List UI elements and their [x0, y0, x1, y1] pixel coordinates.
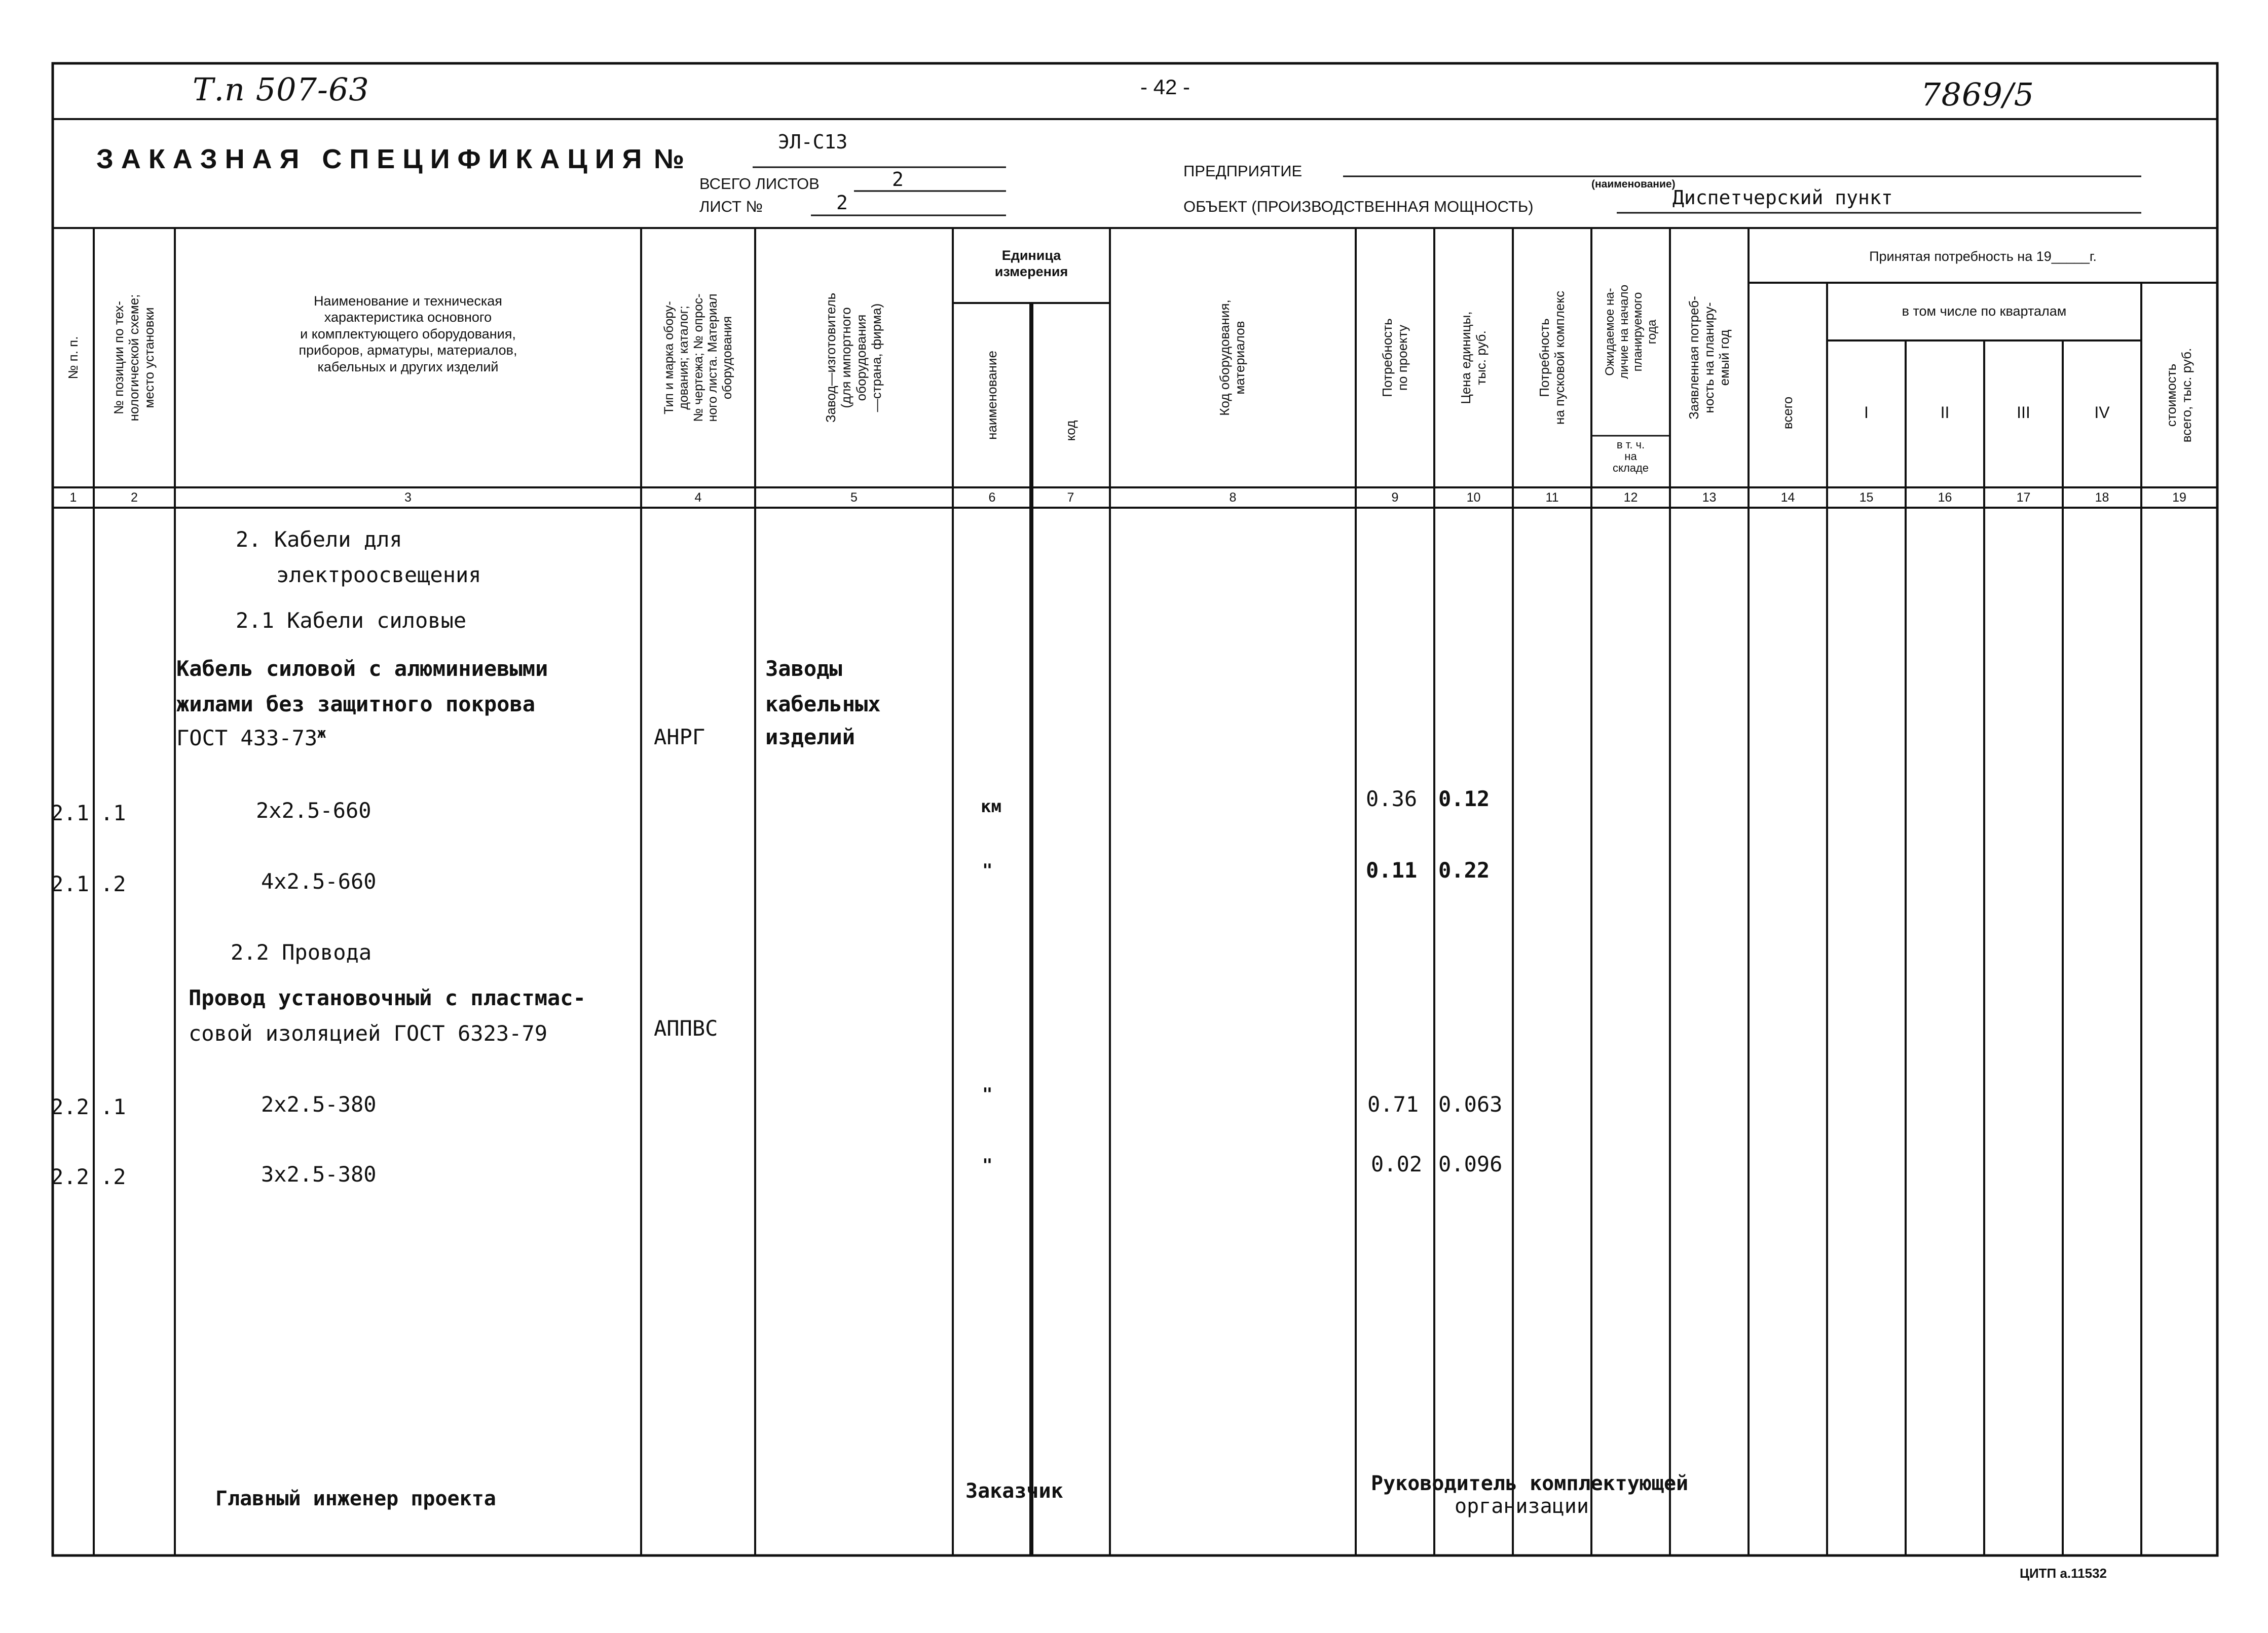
item-type: АППВС: [654, 1016, 718, 1041]
col2-header: № позиции по тех- нологической схеме; место установки: [111, 294, 157, 422]
organization-head-signature: организации: [1455, 1495, 1589, 1518]
total-sheets-label: ВСЕГО ЛИСТОВ: [699, 175, 820, 193]
section-heading: электроосвещения: [276, 562, 481, 587]
col-number: 2: [131, 490, 138, 505]
col-number: 4: [694, 490, 702, 505]
manufacturer: изделий: [765, 725, 856, 749]
chief-engineer-signature: Главный инженер проекта: [215, 1487, 496, 1510]
col14-header: всего: [1780, 396, 1796, 430]
row-unit: км: [981, 796, 1001, 817]
col-number: 17: [2016, 490, 2031, 505]
row-position: .2: [100, 871, 126, 896]
row-index: 2.2: [51, 1094, 89, 1119]
col12-header: Ожидаемое на- личие на начало планируемого года: [1603, 284, 1659, 379]
item-description: Провод установочный с пластмас-: [189, 985, 586, 1010]
row-position: .2: [100, 1164, 126, 1189]
customer-signature: Заказчик: [965, 1479, 1063, 1503]
subsection-heading: 2.2 Провода: [231, 940, 372, 965]
naimenovanie-caption: (наименование): [1591, 178, 1676, 190]
col10-header: Цена единицы, тыс. руб.: [1458, 311, 1489, 404]
col-number: 18: [2095, 490, 2109, 505]
row-price: 0.096: [1438, 1152, 1503, 1176]
number-sign: №: [654, 144, 685, 174]
row-unit: ": [982, 1084, 993, 1105]
manufacturer: кабельных: [765, 692, 881, 716]
item-description: ГОСТ $433-73^ж$: [176, 725, 326, 750]
col19-header: стоимость всего, тыс. руб.: [2164, 348, 2194, 443]
item-description: жилами без защитного покрова: [176, 692, 536, 716]
handwritten-archive-number: 7869/5: [1921, 76, 2035, 113]
row-position: .1: [100, 1094, 126, 1119]
row-name: 2x2.5-380: [261, 1092, 377, 1117]
accepted-need-header: Принятая потребность на 19_____г.: [1869, 249, 2097, 264]
col11-header: Потребность на пусковой комплекс: [1537, 290, 1567, 425]
sheet-number-label: ЛИСТ №: [699, 198, 763, 215]
col-number: 9: [1391, 490, 1399, 505]
col-number: 8: [1229, 490, 1237, 505]
col-number: 3: [404, 490, 412, 505]
enterprise-label: ПРЕДПРИЯТИЕ: [1183, 162, 1303, 180]
row-position: .1: [100, 801, 126, 825]
form-title: ЗАКАЗНАЯ СПЕЦИФИКАЦИЯ: [96, 144, 650, 174]
col9-header: Потребность по проекту: [1380, 318, 1410, 397]
sheet-number-value: 2: [836, 192, 848, 214]
col-number: 10: [1466, 490, 1481, 505]
quarters-header: в том числе по кварталам: [1902, 303, 2067, 319]
organization-head-signature: Руководитель комплектующей: [1371, 1472, 1689, 1495]
print-stamp: ЦИТП а.11532: [2020, 1566, 2107, 1581]
row-need: 0.71: [1367, 1092, 1419, 1117]
row-index: 2.1: [51, 801, 89, 825]
col1-header: № п. п.: [65, 336, 81, 379]
object-label: ОБЪЕКТ (ПРОИЗВОДСТВЕННАЯ МОЩНОСТЬ): [1183, 198, 1534, 215]
row-price: 0.22: [1438, 858, 1490, 883]
row-name: 3x2.5-380: [261, 1162, 377, 1187]
col-number: 12: [1623, 490, 1638, 505]
row-index: 2.2: [51, 1164, 89, 1189]
handwritten-project-code: Т.п 507-63: [193, 71, 369, 108]
quarter-4-header: IV: [2094, 403, 2110, 422]
object-value: Диспетчерский пункт: [1672, 186, 1893, 209]
spec-number: ЭЛ-С13: [778, 131, 848, 153]
col8-header: Код оборудования, материалов: [1217, 299, 1247, 416]
col-number: 6: [988, 490, 996, 505]
row-need: 0.11: [1366, 858, 1418, 883]
col-number: 1: [69, 490, 77, 505]
row-price: 0.12: [1438, 786, 1490, 811]
subsection-heading: 2.1 Кабели силовые: [236, 608, 467, 633]
unit-group-header: Единица измерения: [994, 248, 1068, 280]
item-description: Кабель силовой с алюминиевыми: [176, 656, 548, 681]
item-type: АНРГ: [654, 725, 705, 749]
page-number: - 42 -: [1140, 75, 1191, 99]
manufacturer: Заводы: [765, 656, 842, 681]
row-price: 0.063: [1438, 1092, 1503, 1117]
col5-header: Завод—изготовитель (для импортного оборудования —страна, фирма): [823, 292, 884, 423]
quarter-1-header: I: [1864, 403, 1869, 422]
col7-header: код: [1063, 420, 1079, 441]
quarter-2-header: II: [1940, 403, 1950, 422]
row-name: 4x2.5-660: [261, 869, 377, 894]
row-index: 2.1: [51, 871, 89, 896]
row-need: 0.02: [1371, 1152, 1423, 1176]
col-number: 7: [1067, 490, 1074, 505]
item-description: совой изоляцией ГОСТ 6323-79: [189, 1021, 548, 1046]
col6-header: наименование: [984, 351, 1000, 440]
row-name: 2x2.5-660: [256, 798, 371, 823]
total-sheets-value: 2: [892, 168, 904, 191]
col-number: 14: [1780, 490, 1795, 505]
col-number: 19: [2172, 490, 2186, 505]
quarter-3-header: III: [2017, 403, 2030, 422]
section-heading: 2. Кабели для: [236, 527, 402, 552]
col-number: 13: [1702, 490, 1717, 505]
col-number: 15: [1859, 490, 1874, 505]
col12-subheader: в т. ч. на складе: [1612, 438, 1649, 475]
col-number: 16: [1938, 490, 1952, 505]
col-number: 11: [1545, 490, 1559, 505]
row-unit: ": [982, 860, 993, 881]
col3-header: Наименование и техническая характеристика основного и комплектующего оборудования, приборов, арматуры, материалов, кабельных и других изделий: [299, 293, 517, 374]
row-unit: ": [982, 1155, 993, 1175]
col13-header: Заявленная потреб- ность на планиру- емый год: [1686, 296, 1732, 420]
col4-header: Тип и марка обору- дования; каталог; № чертежа; № опрос- ного листа. Материал оборудования: [662, 293, 735, 422]
col-number: 5: [850, 490, 858, 505]
row-need: 0.36: [1366, 786, 1418, 811]
